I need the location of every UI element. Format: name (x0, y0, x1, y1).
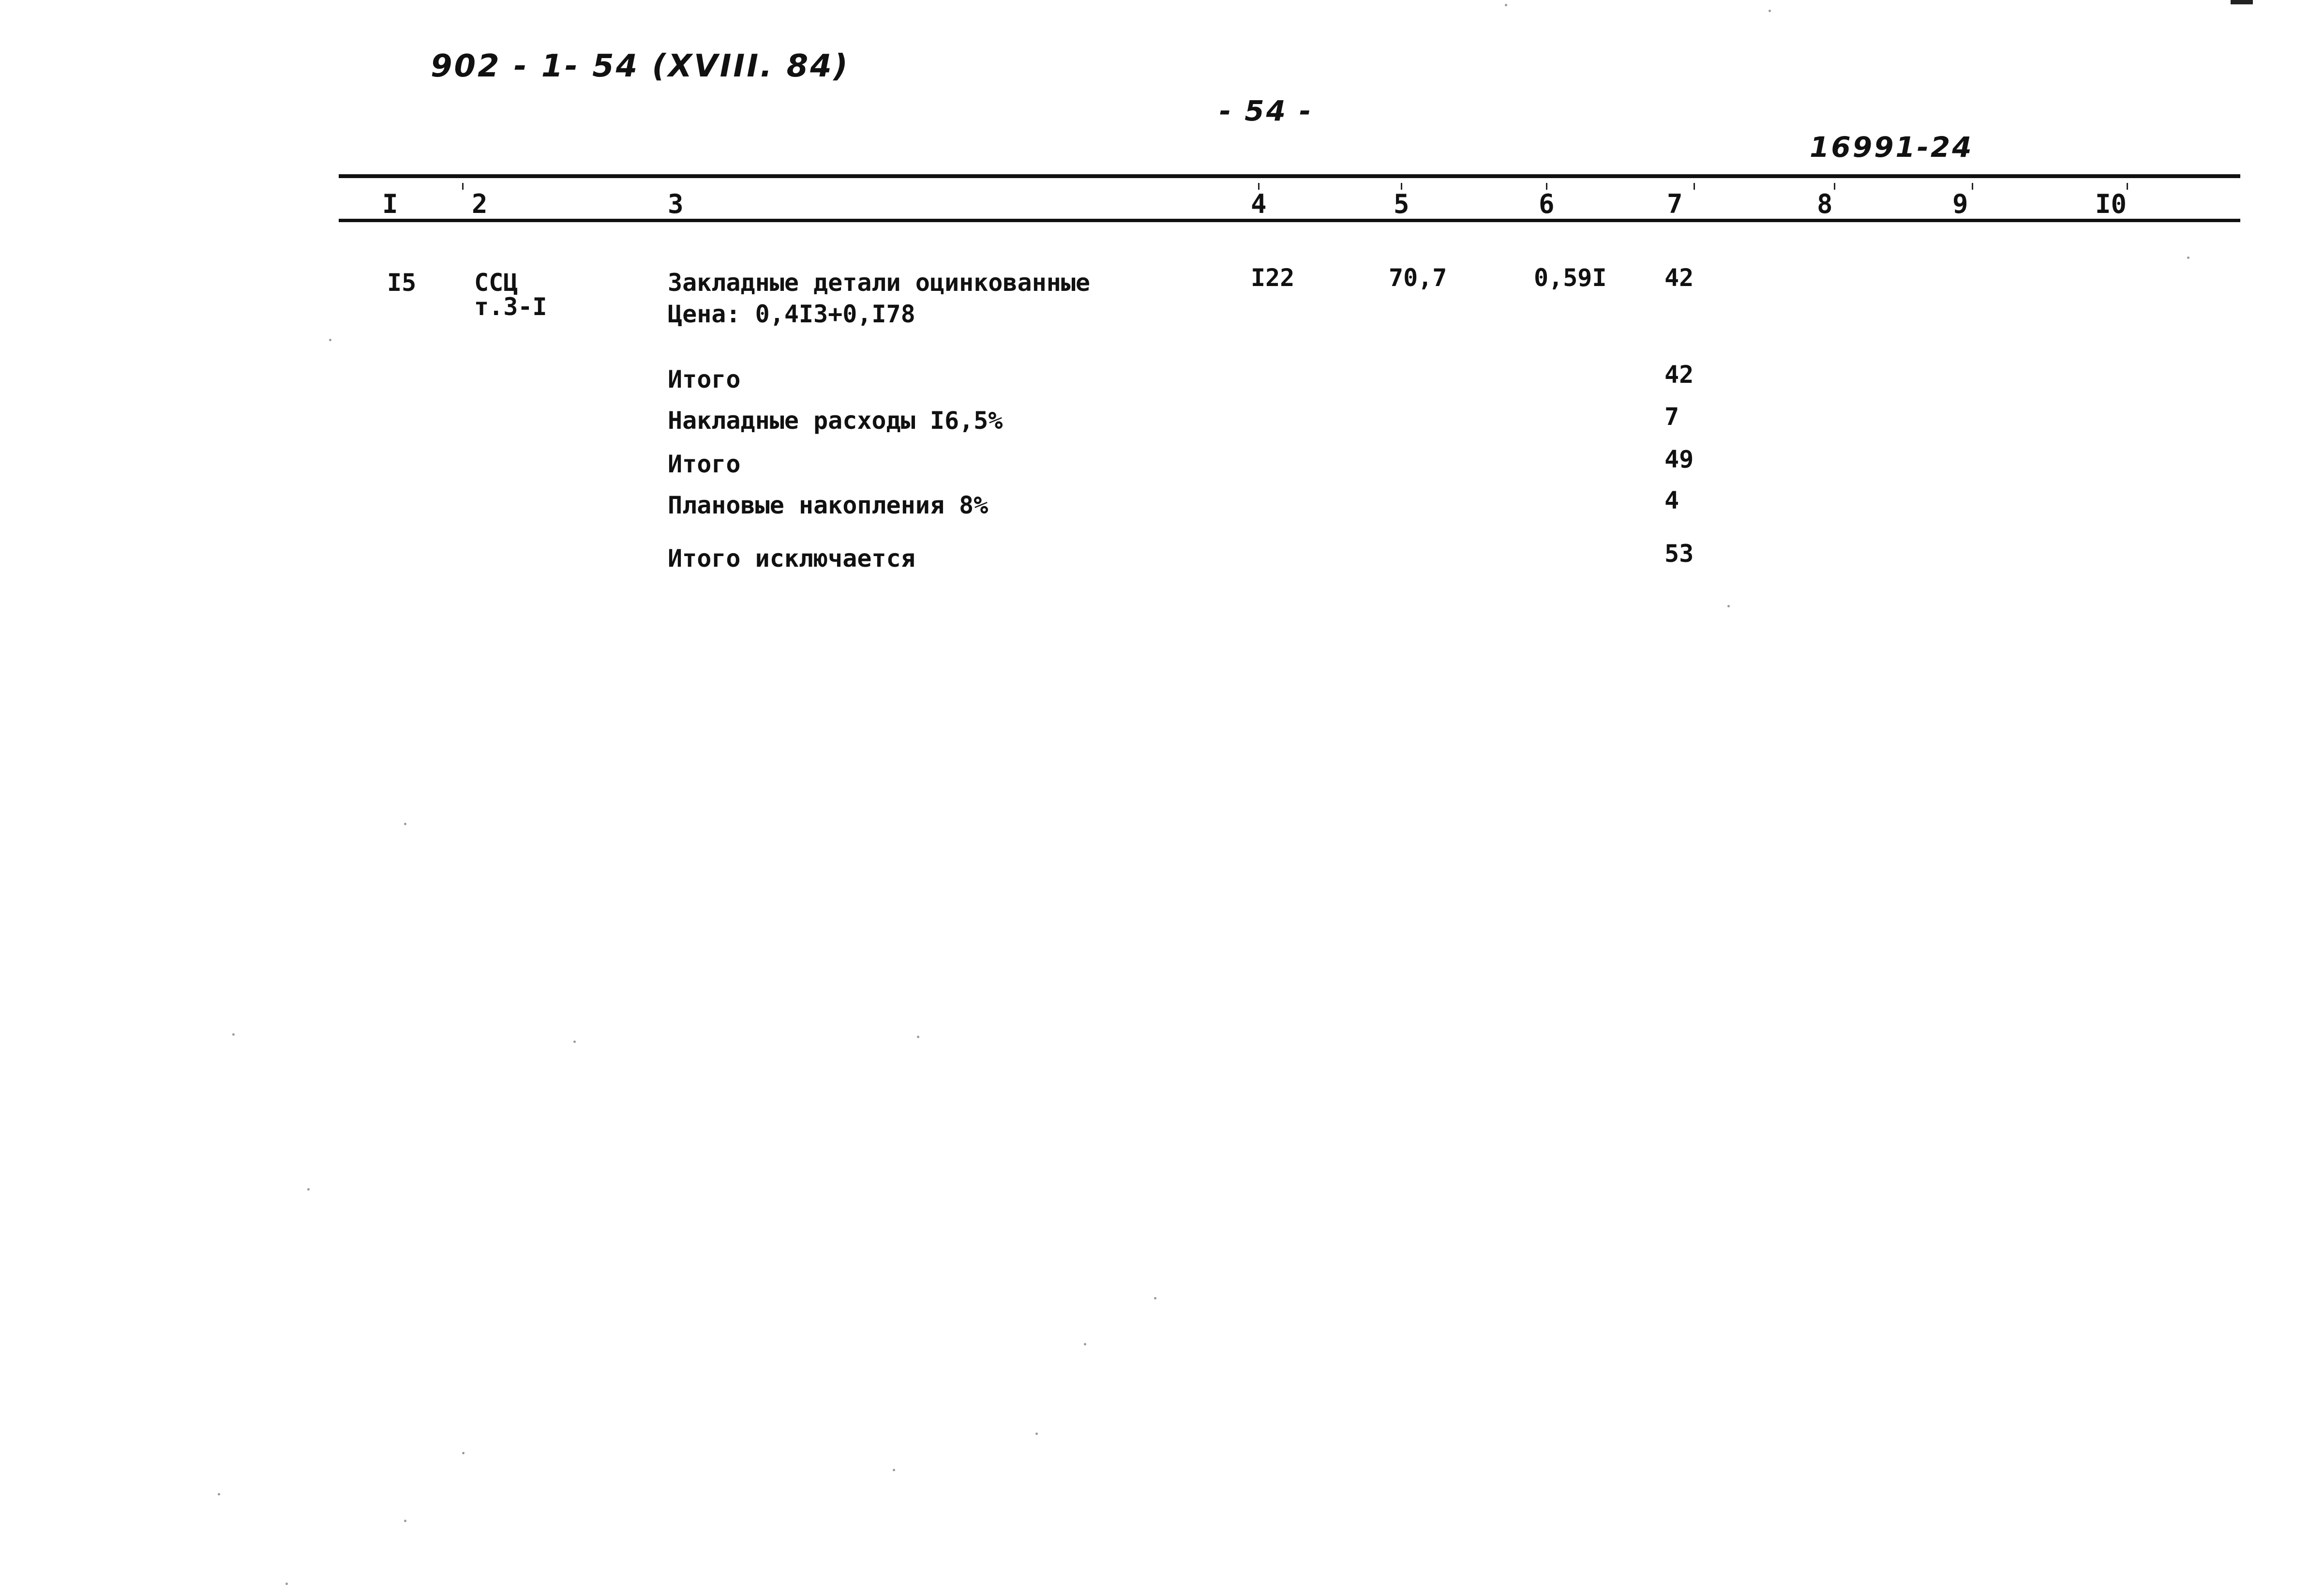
scan-speck (1727, 605, 1730, 607)
column-tick (1694, 183, 1695, 190)
corner-mark (2231, 0, 2253, 4)
column-header-5: 5 (1394, 189, 1409, 219)
scan-speck (1505, 4, 1507, 6)
row-reference-code: ССЦ (474, 269, 518, 297)
page-number: - 54 - (1219, 94, 1313, 127)
column-header-3: 3 (668, 189, 684, 219)
scan-speck (1769, 10, 1771, 12)
table-header-rule (339, 219, 2240, 222)
column-header-7: 7 (1667, 189, 1683, 219)
row-col4-value: I22 (1251, 264, 1295, 292)
scan-speck (232, 1033, 235, 1036)
table-top-rule (339, 174, 2240, 178)
column-tick (1972, 183, 1973, 190)
row-col7-value: 42 (1664, 264, 1694, 292)
row-reference-table: т.3-I (474, 293, 547, 321)
planned-savings-label: Плановые накопления 8% (668, 491, 989, 519)
row-price: Цена: 0,4I3+0,I78 (668, 300, 915, 328)
row-number: I5 (387, 269, 417, 297)
excluded-total-value: 53 (1664, 540, 1694, 568)
scan-speck (218, 1493, 220, 1495)
sheet-id: 16991-24 (1810, 131, 1974, 164)
column-header-9: 9 (1952, 189, 1968, 219)
scan-speck (462, 1452, 465, 1454)
total-label: Итого (668, 365, 741, 393)
scan-speck (285, 1583, 288, 1585)
column-tick (462, 183, 464, 190)
scan-speck (404, 1520, 406, 1522)
subtotal-value: 49 (1664, 445, 1694, 473)
scan-speck (573, 1041, 576, 1043)
scan-speck (2187, 257, 2189, 259)
column-header-8: 8 (1817, 189, 1833, 219)
column-header-6: 6 (1539, 189, 1555, 219)
scan-speck (1154, 1297, 1156, 1299)
scan-speck (893, 1469, 895, 1471)
planned-savings-value: 4 (1664, 486, 1679, 514)
overhead-value: 7 (1664, 403, 1679, 431)
row-description: Закладные детали оцинкованные (668, 269, 1090, 297)
overhead-label: Накладные расходы I6,5% (668, 407, 1003, 435)
column-tick (1834, 183, 1835, 190)
scan-speck (1035, 1433, 1038, 1435)
row-col6-value: 0,59I (1534, 264, 1607, 292)
row-col5-value: 70,7 (1389, 264, 1447, 292)
column-header-2: 2 (472, 189, 488, 219)
document-code: 902 - 1- 54 (XVIII. 84) (431, 48, 850, 84)
scan-speck (307, 1188, 310, 1191)
scan-speck (1084, 1343, 1086, 1345)
scan-speck (329, 339, 331, 341)
column-header-4: 4 (1251, 189, 1267, 219)
scan-speck (917, 1036, 919, 1038)
total-value: 42 (1664, 361, 1694, 389)
column-header-1: I (382, 189, 398, 219)
column-tick (2127, 183, 2128, 190)
subtotal-label: Итого (668, 450, 741, 478)
scan-speck (404, 823, 406, 825)
excluded-total-label: Итого исключается (668, 544, 915, 573)
column-header-10: I0 (2095, 189, 2127, 219)
